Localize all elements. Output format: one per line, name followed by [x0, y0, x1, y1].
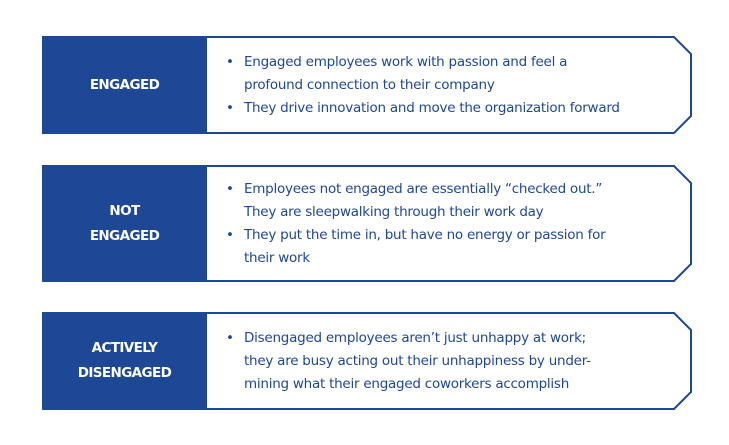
row-not-engaged-bullet-line: They put the time in, but have no energy or passion for [244, 226, 606, 243]
row-not-engaged-bullet-line: Employees not engaged are essentially “checked out.” [244, 180, 603, 197]
row-not-engaged-content [226, 165, 672, 282]
row-actively-disengaged-bullet-line: mining what their engaged coworkers accomplish [244, 375, 570, 392]
row-engaged-label [42, 36, 207, 134]
row-actively-disengaged-label-line: ACTIVELY [91, 340, 158, 356]
row-engaged-bullet-line: Engaged employees work with passion and feel a [244, 53, 568, 70]
row-actively-disengaged-label-line: DISENGAGED [77, 365, 172, 381]
row-not-engaged-bullet [226, 178, 672, 224]
bullet-dot: • [226, 99, 234, 116]
row-not-engaged-label [42, 165, 207, 282]
row-not-engaged-bullet-line: their work [244, 249, 310, 266]
row-engaged-content [226, 36, 672, 134]
row-actively-disengaged-bullet-line: they are busy acting out their unhappiness by under- [244, 352, 591, 369]
row-not-engaged-label-line: ENGAGED [89, 227, 160, 244]
bullet-dot: • [226, 53, 234, 70]
row-engaged-bullet-line: They drive innovation and move the organization forward [244, 99, 620, 116]
bullet-dot: • [226, 329, 234, 346]
row-not-engaged-bullet [226, 224, 672, 270]
row-actively-disengaged-bullet [226, 327, 672, 396]
row-actively-disengaged-bullet-line: Disengaged employees aren’t just unhappy at work; [244, 329, 586, 346]
row-engaged-label-line: ENGAGED [89, 76, 160, 93]
row-actively-disengaged-content [226, 312, 672, 410]
row-engaged-bullet-line: profound connection to their company [244, 76, 495, 93]
row-actively-disengaged [42, 312, 692, 410]
row-engaged [42, 36, 692, 134]
row-engaged-bullet [226, 51, 672, 97]
row-not-engaged-label-line: NOT [109, 202, 140, 219]
row-not-engaged-bullet-line: They are sleepwalking through their work day [244, 203, 544, 220]
bullet-dot: • [226, 226, 234, 243]
row-engaged-bullet [226, 97, 672, 120]
bullet-dot: • [226, 180, 234, 197]
row-actively-disengaged-label [42, 312, 207, 410]
row-not-engaged [42, 165, 692, 282]
